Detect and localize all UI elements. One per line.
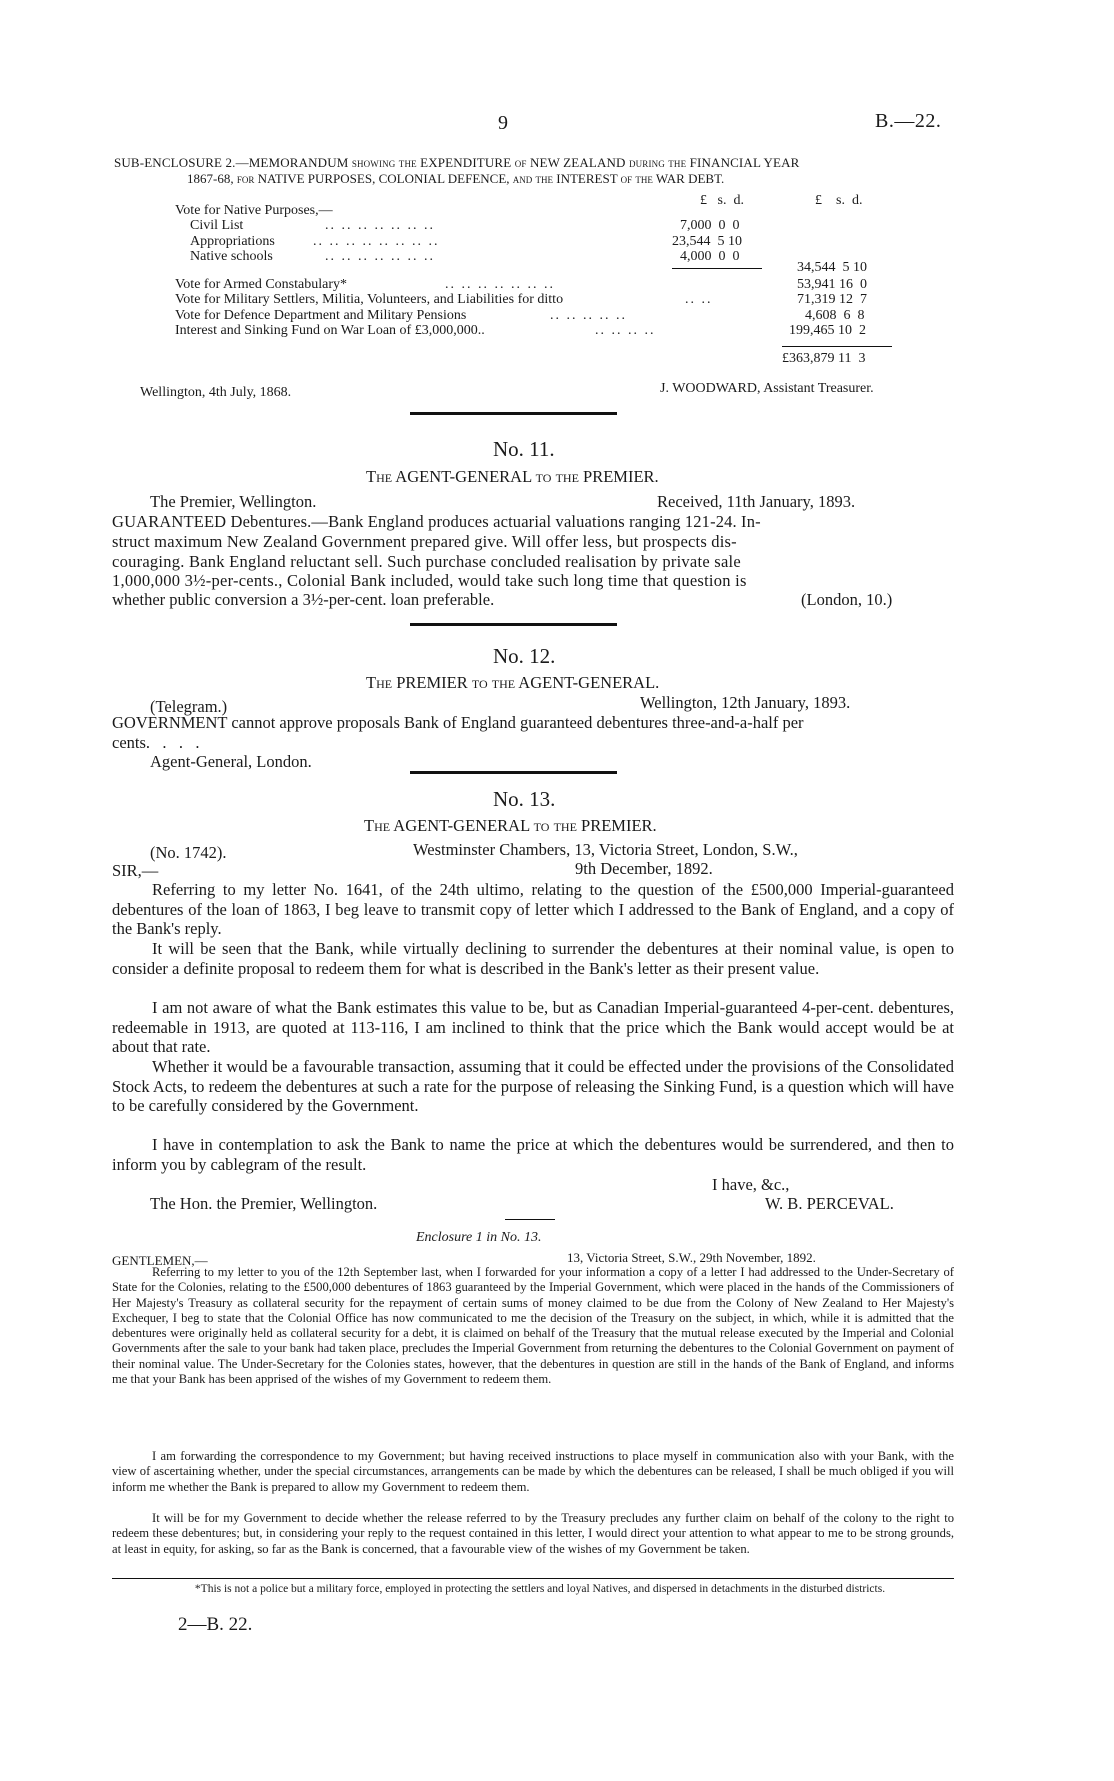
no13-addressee: The Hon. the Premier, Wellington. <box>150 1194 378 1213</box>
memorandum-place-date: Wellington, 4th July, 1868. <box>140 385 292 400</box>
table-row: Interest and Sinking Fund on War Loan of £3,000,000.. .. .. .. .. 199,465 10 2 <box>175 323 866 338</box>
native-subtotal: 34,544 5 10 <box>797 260 867 275</box>
no13-paragraph: I am not aware of what the Bank estimates this value to be, but as Canadian Imperial-guaranteed 4-per-cent. debentures, redeemable in 1913, are quoted at 113-116, I am inclined to think that the price which the Bank would accept would be at about that rate. <box>112 998 954 1057</box>
no13-paragraph: Whether it would be a favourable transaction, assuming that it could be effected under the provisions of the Consolidated Stock Acts, to redeem the debentures at such a rate for the purpose of releasing the Sinking Fund, is a question which will have to be carefully considered by the Government. <box>112 1057 954 1116</box>
no13-reference: (No. 1742). <box>150 843 227 862</box>
section-divider <box>410 623 617 626</box>
enclosure-paragraph: I am forwarding the correspondence to my Government; but having received instructions to place myself in communication also with your Bank, with the view of ascertaining whether, under the special circumstances, arrangements can be made by which the debentures can be released, I shall be much obliged if you will inform me whether the Bank is prepared to allow my Government to redeem them. <box>112 1449 954 1494</box>
total-rule <box>782 346 892 347</box>
no13-paragraph: I have in contemplation to ask the Bank to name the price at which the debentures would be surrendered, and then to inform you by cablegram of the result. <box>112 1135 954 1174</box>
no13-subtitle: The AGENT-GENERAL to the PREMIER. <box>364 816 657 835</box>
series-number: B.—22. <box>875 110 942 132</box>
subtotal-rule <box>672 268 762 269</box>
enclosure-paragraph: Referring to my letter to you of the 12th September last, when I forwarded for your information a copy of a letter I had addressed to the Under-Secretary of State for the Colonies, relating to the £500,000 debentures of 1863 guaranteed by the Imperial Government, which were placed in the hands of the Commissioners of Her Majesty's Treasury as collateral security for the repayment of certain sums of money claimed to be due from the Colony of New Zealand to Her Majesty's Exchequer, I beg to state that the Colonial Office has now communicated to me the decision of the Treasury on the subject, in which, while it is admitted that the debentures were originally held as collateral security for a debt, it is claimed on behalf of the Treasury that the mutual release executed by the Imperial and Colonial Governments after the sale to your bank had taken place, precludes the Imperial Government from returning the debentures to the Colonial Government on payment of their nominal value. The Under-Secretary for the Colonies states, however, that the debentures in question are still in the hands of the Bank of England, and informs me that your Bank has been apprised of the wishes of my Government to redeem them. <box>112 1265 954 1387</box>
enclosure-paragraph: It will be for my Government to decide whether the release referred to by the Treasury precludes any further claim on behalf of the colony to the right to redeem these debentures; but, in considering your reply to the request contained in this letter, I would direct your attention to what appear to me to be strong grounds, at least in equity, for asking, so far as the Bank is concerned, that a favourable view of the wishes of my Government be taken. <box>112 1511 954 1556</box>
no12-addressee: Agent-General, London. <box>150 752 312 771</box>
table-row: Vote for Armed Constabulary* .. .. .. .. .. .. .. 53,941 16 0 <box>175 277 867 292</box>
table-row: Vote for Military Settlers, Militia, Volunteers, and Liabilities for ditto .. .. 71,319 12 7 <box>175 292 867 307</box>
enclosure-address-date: 13, Victoria Street, S.W., 29th November, 1892. <box>567 1250 816 1265</box>
currency-header-1: £ s. d. <box>700 193 744 208</box>
section-divider <box>410 412 617 415</box>
no13-closing: I have, &c., <box>712 1175 790 1194</box>
footnote-rule <box>112 1578 954 1579</box>
memorandum-heading-line1: SUB-ENCLOSURE 2.—MEMORANDUM showing the EXPENDITURE of NEW ZEALAND during the FINANCIAL YEAR <box>114 155 800 170</box>
enclosure-title: Enclosure 1 in No. 13. <box>416 1230 542 1245</box>
no11-line: couraging. Bank England reluctant sell. Such purchase concluded realisation by private sale <box>112 552 741 571</box>
no11-origin: (London, 10.) <box>801 590 893 609</box>
no12-subtitle: The PREMIER to the AGENT-GENERAL. <box>366 673 660 692</box>
table-row: Civil List .. .. .. .. .. .. .. 7,000 0 0 <box>190 218 740 233</box>
short-divider <box>505 1219 555 1220</box>
no13-paragraph: Referring to my letter No. 1641, of the 24th ultimo, relating to the question of the £500,000 Imperial-guaranteed debentures of the loan of 1863, I beg leave to transmit copy of letter which I addressed to the Bank of England, and a copy of the Bank's reply. <box>112 880 954 939</box>
no12-title: No. 12. <box>493 644 556 668</box>
no11-line: whether public conversion a 3½-per-cent. loan preferable. <box>112 590 495 609</box>
no11-line: GUARANTEED Debentures.—Bank England produces actuarial valuations ranging 121-24. In- <box>112 512 761 531</box>
no11-received: Received, 11th January, 1893. <box>657 492 856 511</box>
table-row: Vote for Defence Department and Military Pensions .. .. .. .. .. 4,608 6 8 <box>175 308 865 323</box>
no13-title: No. 13. <box>493 787 556 811</box>
no11-line: struct maximum New Zealand Government prepared give. Will offer less, but prospects dis- <box>112 532 737 551</box>
table-row: Appropriations .. .. .. .. .. .. .. .. 23,544 5 10 <box>190 234 742 249</box>
no13-signatory: W. B. PERCEVAL. <box>765 1194 894 1213</box>
no11-addressee: The Premier, Wellington. <box>150 492 317 511</box>
enclosure-salutation: GENTLEMEN,— <box>112 1253 208 1268</box>
table-row: Native schools .. .. .. .. .. .. .. 4,000 0 0 <box>190 249 740 264</box>
printer-signature: 2—B. 22. <box>178 1614 253 1635</box>
page-number: 9 <box>498 112 508 134</box>
no11-title: No. 11. <box>493 437 555 461</box>
no13-salutation: SIR,— <box>112 861 159 880</box>
memorandum-heading-line2: 1867-68, for NATIVE PURPOSES, COLONIAL DEFENCE, and the INTEREST of the WAR DEBT. <box>187 171 725 186</box>
no12-body-end: cents. . . . <box>112 733 200 752</box>
no13-date: 9th December, 1892. <box>575 859 713 878</box>
no11-subtitle: The AGENT-GENERAL to the PREMIER. <box>366 467 659 486</box>
no12-body: GOVERNMENT cannot approve proposals Bank of England guaranteed debentures three-and-a-half per <box>112 713 804 732</box>
no12-date: Wellington, 12th January, 1893. <box>640 693 851 712</box>
no12-type: (Telegram.) <box>150 697 228 716</box>
footnote: *This is not a police but a military force, employed in protecting the settlers and loyal Natives, and dispersed in detachments in the disturbed districts. <box>194 1583 886 1595</box>
grand-total: £363,879 11 3 <box>782 351 866 366</box>
no11-line: 1,000,000 3½-per-cents., Colonial Bank included, would take such long time that question is <box>112 571 747 590</box>
section-divider <box>410 771 617 774</box>
no13-paragraph: It will be seen that the Bank, while virtually declining to surrender the debentures at their nominal value, is open to consider a definite proposal to redeem them for what is described in the Bank's letter as their present value. <box>112 939 954 978</box>
currency-header-2: £ s. d. <box>815 193 863 208</box>
no13-address: Westminster Chambers, 13, Victoria Street, London, S.W., <box>413 840 798 859</box>
vote-native-label: Vote for Native Purposes,— <box>175 203 333 218</box>
memorandum-signatory: J. WOODWARD, Assistant Treasurer. <box>660 381 874 396</box>
